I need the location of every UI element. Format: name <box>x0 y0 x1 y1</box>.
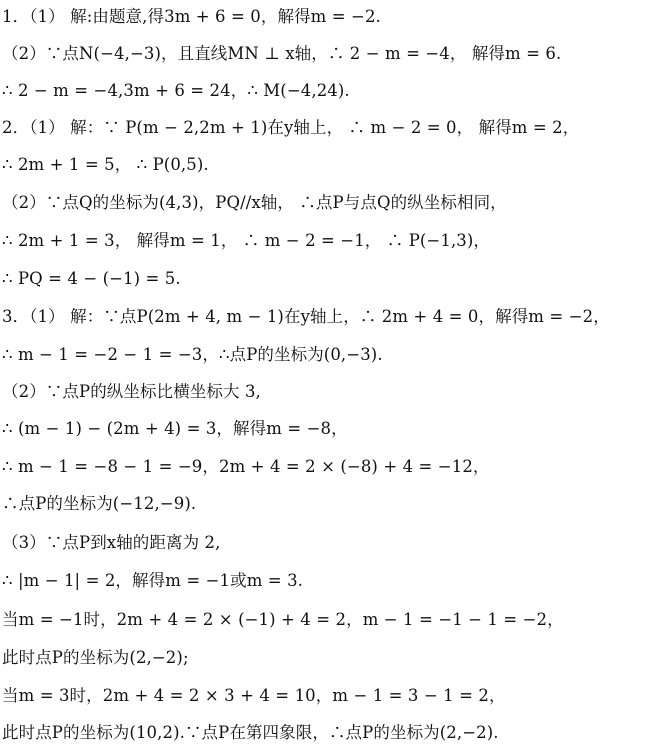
text-line-10: ∴ m − 1 = −2 − 1 = −3，∴点P的坐标为(0,−3). <box>2 345 383 364</box>
text-line-9: 3．（1） 解：∵点P(2m + 4, m − 1)在y轴上，∴ 2m + 4 = 0，解得m = −2， <box>2 307 610 326</box>
text-line-14: ∴点P的坐标为(−12,−9). <box>2 494 197 513</box>
text-line-5: ∴ 2m + 1 = 5， ∴ P(0,5). <box>2 155 209 174</box>
text-line-11: （2）∵点P的纵坐标比横坐标大 3, <box>2 382 261 401</box>
text-line-16: ∴ |m − 1| = 2，解得m = −1或m = 3. <box>2 571 304 590</box>
text-line-4: 2．（1） 解：∵ P(m − 2,2m + 1)在y轴上， ∴ m − 2 = 0， 解得m = 2， <box>2 118 580 137</box>
text-line-19: 当m = 3时，2m + 4 = 2 × 3 + 4 = 10，m − 1 = 3 − 1 = 2， <box>2 686 506 705</box>
text-line-7: ∴ 2m + 1 = 3， 解得m = 1， ∴ m − 2 = −1， ∴ P(−1,3)， <box>2 231 491 250</box>
text-line-1: 1．（1） 解:由题意,得3m + 6 = 0，解得m = −2. <box>2 7 381 26</box>
text-line-18: 此时点P的坐标为(2,−2); <box>2 648 189 667</box>
text-line-17: 当m = −1时，2m + 4 = 2 × (−1) + 4 = 2，m − 1 = −1 − 1 = −2， <box>2 610 564 629</box>
text-line-3: ∴ 2 − m = −4,3m + 6 = 24，∴ M(−4,24). <box>2 81 350 100</box>
text-line-2: （2）∵点N(−4,−3)，且直线MN ⊥ x轴，∴ 2 − m = −4， 解得m = 6. <box>2 44 562 63</box>
text-line-8: ∴ PQ = 4 − (−1) = 5. <box>2 269 181 288</box>
text-line-20: 此时点P的坐标为(10,2).∵点P在第四象限，∴点P的坐标为(2,−2). <box>2 723 499 742</box>
text-line-13: ∴ m − 1 = −8 − 1 = −9，2m + 4 = 2 × (−8) + 4 = −12， <box>2 457 490 476</box>
text-line-12: ∴ (m − 1) − (2m + 4) = 3，解得m = −8， <box>2 419 348 438</box>
text-line-15: （3）∵点P到x轴的距离为 2, <box>2 533 221 552</box>
text-line-6: （2）∵点Q的坐标为(4,3)，PQ//x轴， ∴点P与点Q的纵坐标相同， <box>2 193 507 212</box>
